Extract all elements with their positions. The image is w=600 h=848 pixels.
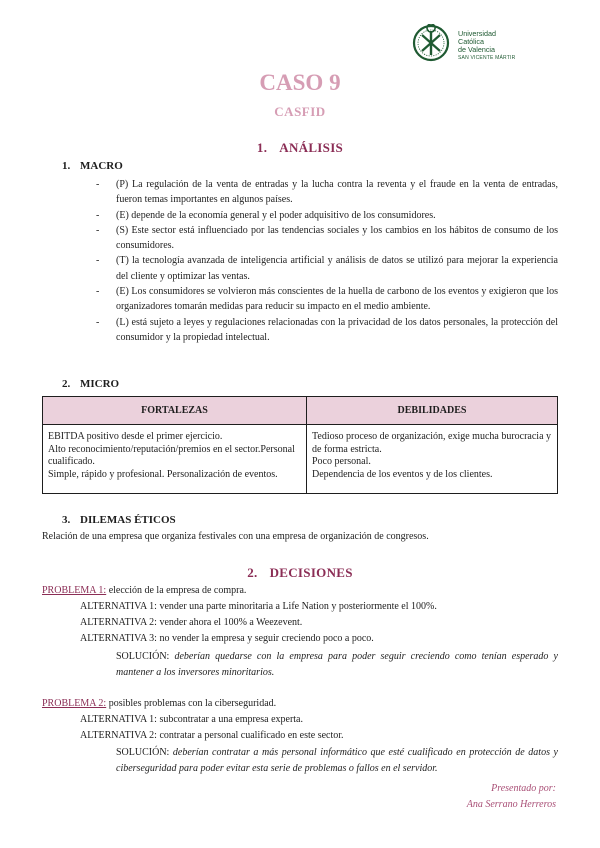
solucion-text: deberían quedarse con la empresa para poder seguir creciendo como tenían esperado y mantener a los inversores minoritarios.: [116, 651, 558, 678]
logo-line: SAN VICENTE MÁRTIR: [458, 55, 516, 61]
logo-line: de Valencia: [458, 45, 496, 54]
dilemas-text: Relación de una empresa que organiza festivales con una empresa de organización de congresos.: [42, 531, 429, 542]
cell-line: Poco personal.: [312, 456, 371, 468]
list-item: - (S) Este sector está influenciado por las tendencias sociales y los cambios en los hábitos de consumo de los consumidores.: [96, 224, 558, 252]
solucion-label: SOLUCIÓN:: [116, 651, 175, 662]
cell-line: Simple, rápido y profesional. Personalización de eventos.: [48, 468, 278, 480]
section-title: ANÁLISIS: [279, 140, 344, 155]
subheading-title: MACRO: [80, 160, 123, 172]
subheading-number: 1.: [62, 160, 71, 172]
page-title: CASO 9: [259, 70, 341, 95]
list-item-text: (T) la tecnología avanzada de inteligencia artificial y análisis de datos se utilizó para mejorar la experiencia del cliente y optimizar las ventas.: [116, 255, 558, 282]
problema-2: [42, 697, 276, 711]
list-item-text: (E) depende de la economía general y el poder adquisitivo de los consumidores.: [116, 209, 436, 221]
cell-line: EBITDA positivo desde el primer ejercicio.: [48, 431, 223, 442]
problema-label: PROBLEMA 1:: [42, 585, 107, 596]
cell-line: Dependencia de los eventos y de los clientes.: [312, 468, 493, 480]
problema-text: posibles problemas con la ciberseguridad.: [106, 698, 277, 709]
section-title: DECISIONES: [269, 565, 353, 580]
alternativa: ALTERNATIVA 2: contratar a personal cualificado en este sector.: [80, 730, 344, 741]
table-header-fortalezas: FORTALEZAS: [43, 397, 307, 425]
subheading-dilemas: [62, 514, 176, 526]
alternativa: ALTERNATIVA 1: vender una parte minoritaria a Life Nation y posteriormente el 100%.: [80, 601, 437, 612]
page-subtitle: CASFID: [274, 104, 326, 119]
logo-line: Universidad: [458, 29, 496, 38]
swot-table: [42, 396, 558, 494]
subheading-title: DILEMAS ÉTICOS: [80, 514, 176, 526]
list-item: - (E) Los consumidores se volvieron más conscientes de la huella de carbono de los eventos y exigieron que los organizadores tomarán medidas para reducir su impacto en el medio ambiente.: [96, 286, 558, 313]
problema-text: elección de la empresa de compra.: [106, 585, 247, 596]
alternativa: ALTERNATIVA 3: no vender la empresa y seguir creciendo poco a poco.: [80, 633, 374, 644]
list-item-text: (L) está sujeto a leyes y regulaciones relacionadas con la privacidad de los datos personales, la protección del consumidor y la propiedad intelectual.: [116, 316, 558, 343]
list-item-text: (S) Este sector está influenciado por las tendencias sociales y los cambios en los hábitos de consumo de los consumidores.: [116, 224, 558, 252]
solucion-1: [116, 649, 558, 680]
subheading-micro: [62, 378, 119, 390]
list-item: - (L) está sujeto a leyes y regulaciones relacionadas con la privacidad de los datos personales, la protección del consumidor y la propiedad intelectual.: [96, 316, 558, 343]
list-item: - (P) La regulación de la venta de entradas y la lucha contra la reventa y el fraude en la venta de entradas, fueron temas importantes en algunos países.: [96, 179, 558, 206]
solucion-label: SOLUCIÓN:: [116, 747, 173, 758]
solucion-text: deberían contratar a más personal informático que esté cualificado en protección de datos y ciberseguridad para poder evitar esta serie de problemas o fallos en el servidor.: [116, 747, 558, 774]
subheading-macro: [62, 160, 123, 172]
problema-label: PROBLEMA 2:: [42, 698, 107, 709]
list-item: - (T) la tecnología avanzada de inteligencia artificial y análisis de datos se utilizó para mejorar la experiencia del cliente y optimizar las ventas.: [96, 255, 558, 282]
solucion-2: [116, 745, 558, 776]
list-item: - (E) depende de la economía general y el poder adquisitivo de los consumidores.: [96, 209, 436, 221]
university-seal-icon: [412, 24, 452, 62]
subheading-number: 3.: [62, 514, 71, 526]
macro-list: [96, 177, 558, 345]
list-item-text: (E) Los consumidores se volvieron más conscientes de la huella de carbono de los eventos y exigieron que los organizadores tomarán medidas para reducir su impacto en el medio ambiente.: [116, 286, 558, 313]
alternativa: ALTERNATIVA 2: vender ahora el 100% a Weezevent.: [80, 617, 303, 628]
section-number: 2.: [247, 565, 258, 580]
university-logo: [412, 24, 522, 62]
section-number: 1.: [256, 140, 268, 155]
section-heading-decisiones: [0, 565, 600, 581]
subheading-title: MICRO: [80, 378, 120, 390]
subheading-number: 2.: [62, 378, 71, 390]
cell-line: Tedioso proceso de organización, exige mucha burocracia y de forma estricta.: [312, 431, 552, 455]
problema-1: [42, 584, 246, 598]
list-item-text: (P) La regulación de la venta de entradas y la lucha contra la reventa y el fraude en la venta de entradas, fueron temas importantes en algunos países.: [116, 179, 558, 206]
table-cell-debilidades: [307, 425, 558, 494]
author-name: Ana Serrano Herreros: [466, 799, 556, 810]
table-header-debilidades: DEBILIDADES: [307, 397, 558, 425]
alternativa: ALTERNATIVA 1: subcontratar a una empresa experta.: [80, 714, 303, 725]
section-heading-analisis: [0, 140, 600, 156]
logo-line: Católica: [458, 37, 484, 46]
table-cell-fortalezas: [43, 425, 307, 494]
cell-line: Alto reconocimiento/reputación/premios en el sector.Personal cualificado.: [48, 443, 295, 468]
presented-by: Presentado por:: [491, 783, 556, 794]
logo-text: [458, 30, 515, 62]
